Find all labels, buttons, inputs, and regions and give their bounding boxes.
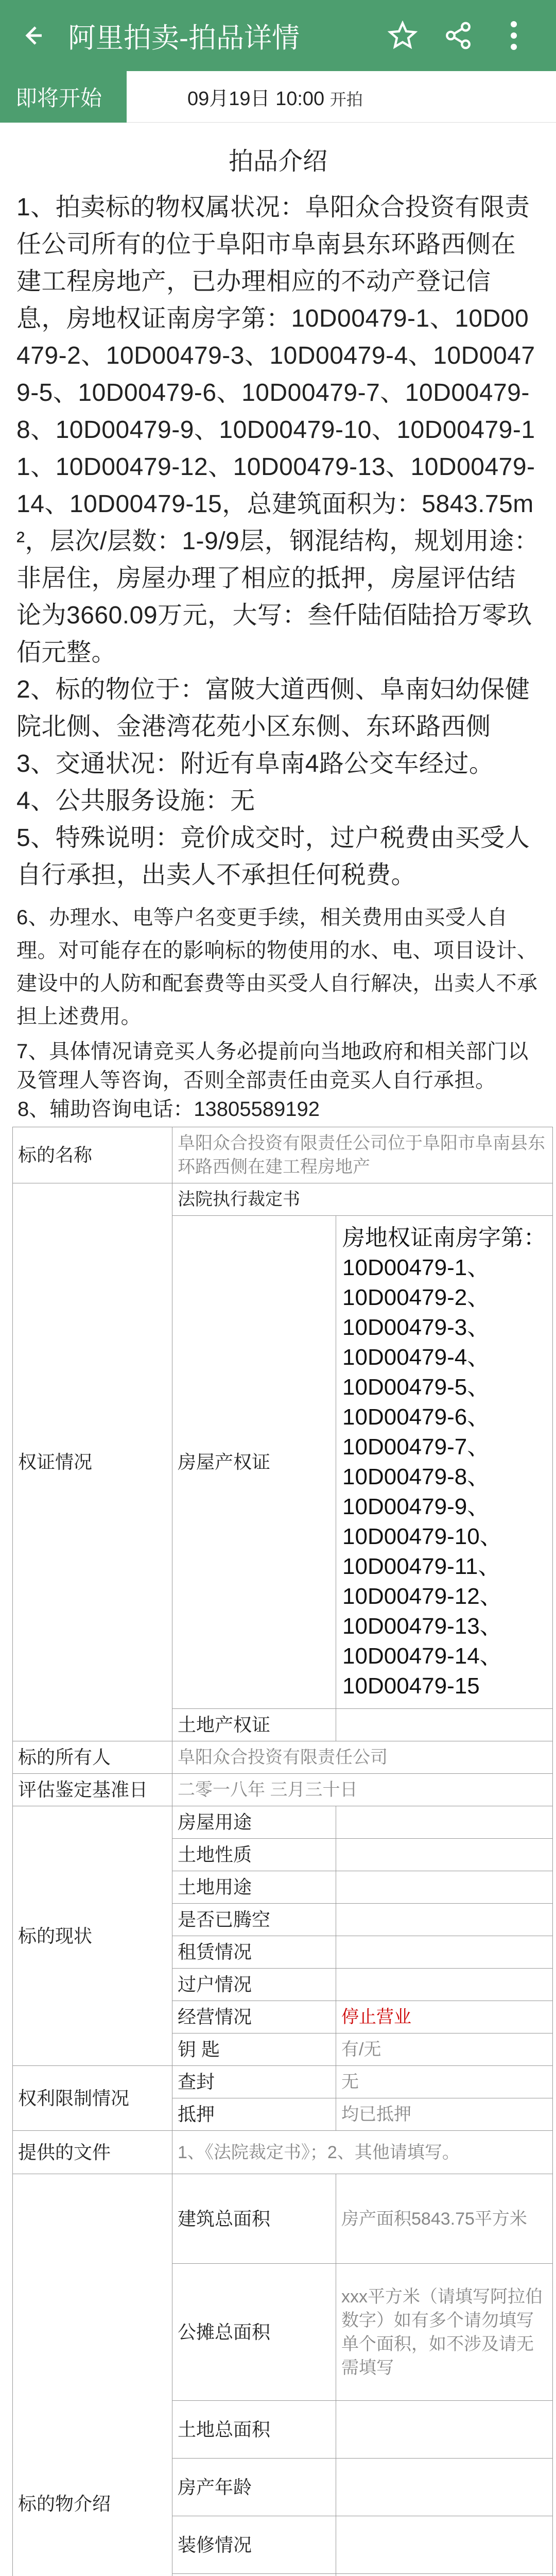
page-title: 阿里拍卖-拍品详情 [68,22,300,54]
court-doc-label: 法院执行裁定书 [172,1183,553,1216]
back-button[interactable] [14,24,50,47]
row-label: 标的物介绍 [13,2174,172,2576]
intro-key: 装修情况 [172,2516,336,2574]
item-name-value: 阜阳众合投资有限责任公司位于阜阳市阜南县东环路西侧在建工程房地产 [172,1127,553,1183]
row-label: 标的所有人 [13,1741,172,1774]
intro-value [336,2401,553,2459]
table-row [13,1806,553,1839]
row-label: 权证情况 [13,1183,172,1741]
limit-value: 均已抵押 [336,2098,553,2131]
intro-paragraph: 7、具体情况请竞买人务必提前向当地政府和相关部门以及管理人等咨询，否则全部责任由竞买人自行承担。 [16,1040,529,1092]
house-cert-cell [336,1216,553,1709]
status-key: 租赁情况 [172,1936,336,1969]
house-cert-value: 房地权证南房字第：10D00479-1、10D00479-2、 10D00479-3、10D00479-4、10D00479-5、10D00479-6、10D00479-7、10D00479-8、10D00479-9、10D00479-10、10D00479-11、10D00479-12、10D00479-13、10D00479-14、10D00479-15 [342,1225,546,1699]
limit-key: 查封 [172,2066,336,2098]
owner-value: 阜阳众合投资有限责任公司 [172,1741,553,1774]
item-intro [0,123,556,2576]
land-cert-value [336,1709,553,1741]
row-label: 权利限制情况 [13,2066,172,2131]
limit-value: 无 [336,2066,553,2098]
status-value [336,1936,553,1969]
start-time [187,82,363,111]
status-value [336,1969,553,2001]
status-value: 停止营业 [336,2001,553,2033]
intro-paragraph: 3、交通状况：附近有阜南4路公交车经过。 [16,750,494,777]
intro-paragraph: 6、办理水、电等户名变更手续，相关费用由买受人自理。对可能存在的影响标的物使用的水、电、项目设计、建设中的人防和配套费等由买受人自行解决，出卖人不承担上述费用。 [16,906,538,1028]
intro-value [336,2574,553,2576]
back-arrow-icon [21,24,44,47]
row-label: 评估鉴定基准日 [13,1774,172,1806]
table-row [13,1183,553,1216]
item-info-table [12,1127,553,2576]
status-key: 钥 匙 [172,2033,336,2066]
collect-button[interactable] [375,21,430,50]
intro-key [172,2574,336,2576]
top-navigation-bar [0,0,556,71]
row-label: 标的现状 [13,1806,172,2066]
table-row [13,2131,553,2174]
house-cert-label: 房屋产权证 [172,1216,336,1709]
eval-date-value: 二零一八年 三月三十日 [172,1774,553,1806]
intro-key: 土地总面积 [172,2401,336,2459]
intro-value [336,2516,553,2574]
docs-value: 1、《法院裁定书》；2、其他请填写。 [172,2131,553,2174]
status-key: 过户情况 [172,1969,336,2001]
table-row [13,1774,553,1806]
intro-key: 房产年龄 [172,2459,336,2516]
intro-value: 房产面积5843.75平方米 [336,2174,553,2264]
table-row [13,1741,553,1774]
status-key: 土地用途 [172,1871,336,1904]
status-value [336,1871,553,1904]
table-row [13,2066,553,2098]
table-row [13,2174,553,2264]
intro-key: 公摊总面积 [172,2264,336,2401]
contact-phone: 8、辅助咨询电话：13805589192 [18,1098,320,1121]
share-icon [443,21,473,50]
status-badge: 即将开始 [0,71,127,123]
intro-paragraph: 2、标的物位于：富陂大道西侧、阜南妇幼保健院北侧、金港湾花苑小区东侧、东环路西侧 [16,676,530,740]
start-time-suffix: 开拍 [329,90,363,109]
auction-status-bar [0,71,556,123]
status-key: 经营情况 [172,2001,336,2033]
table-row [13,1127,553,1183]
intro-paragraph: 4、公共服务设施：无 [16,787,255,815]
status-value [336,1839,553,1871]
status-value [336,1904,553,1936]
share-button[interactable] [430,21,486,50]
intro-value [336,2459,553,2516]
start-time-value: 09月19日 10:00 [187,88,325,110]
status-key: 土地性质 [172,1839,336,1871]
star-icon [388,21,418,50]
limit-key: 抵押 [172,2098,336,2131]
more-icon [509,20,519,51]
more-button[interactable] [486,20,542,51]
land-cert-label: 土地产权证 [172,1709,336,1741]
status-value: 有/无 [336,2033,553,2066]
section-title: 拍品介绍 [228,148,327,175]
row-label: 标的名称 [13,1127,172,1183]
status-key: 房屋用途 [172,1806,336,1839]
intro-value: xxx平方米（请填写阿拉伯数字）如有多个请勿填写单个面积，如不涉及请无需填写 [336,2264,553,2401]
row-label: 提供的文件 [13,2131,172,2174]
intro-key: 建筑总面积 [172,2174,336,2264]
intro-paragraph: 1、拍卖标的物权属状况：阜阳众合投资有限责任公司所有的位于阜阳市阜南县东环路西侧在建工程房地产，已办理相应的不动产登记信息，房地权证南房字第：10D00479-1、10D00479-2、10D00479-3、10D00479-4、10D00479-5、10D00479-6、10D00479-7、10D00479-8、10D00479-9、10D00479-10、10D00479-11、10D00479-12、10D00479-13、10D00479-14、10D00479-15，总建筑面积为：5843.75m²，层次/层数：1-9/9层，钢混结构，规划用途：非居住，房屋办理了相应的抵押，房屋评估结论为3660.09万元，大写：叁仟陆佰陆拾万零玖佰元整。 [16,194,540,666]
intro-paragraph: 5、特殊说明：竞价成交时，过户税费由买受人自行承担，出卖人不承担任何税费。 [16,824,530,889]
status-value [336,1806,553,1839]
status-key: 是否已腾空 [172,1904,336,1936]
